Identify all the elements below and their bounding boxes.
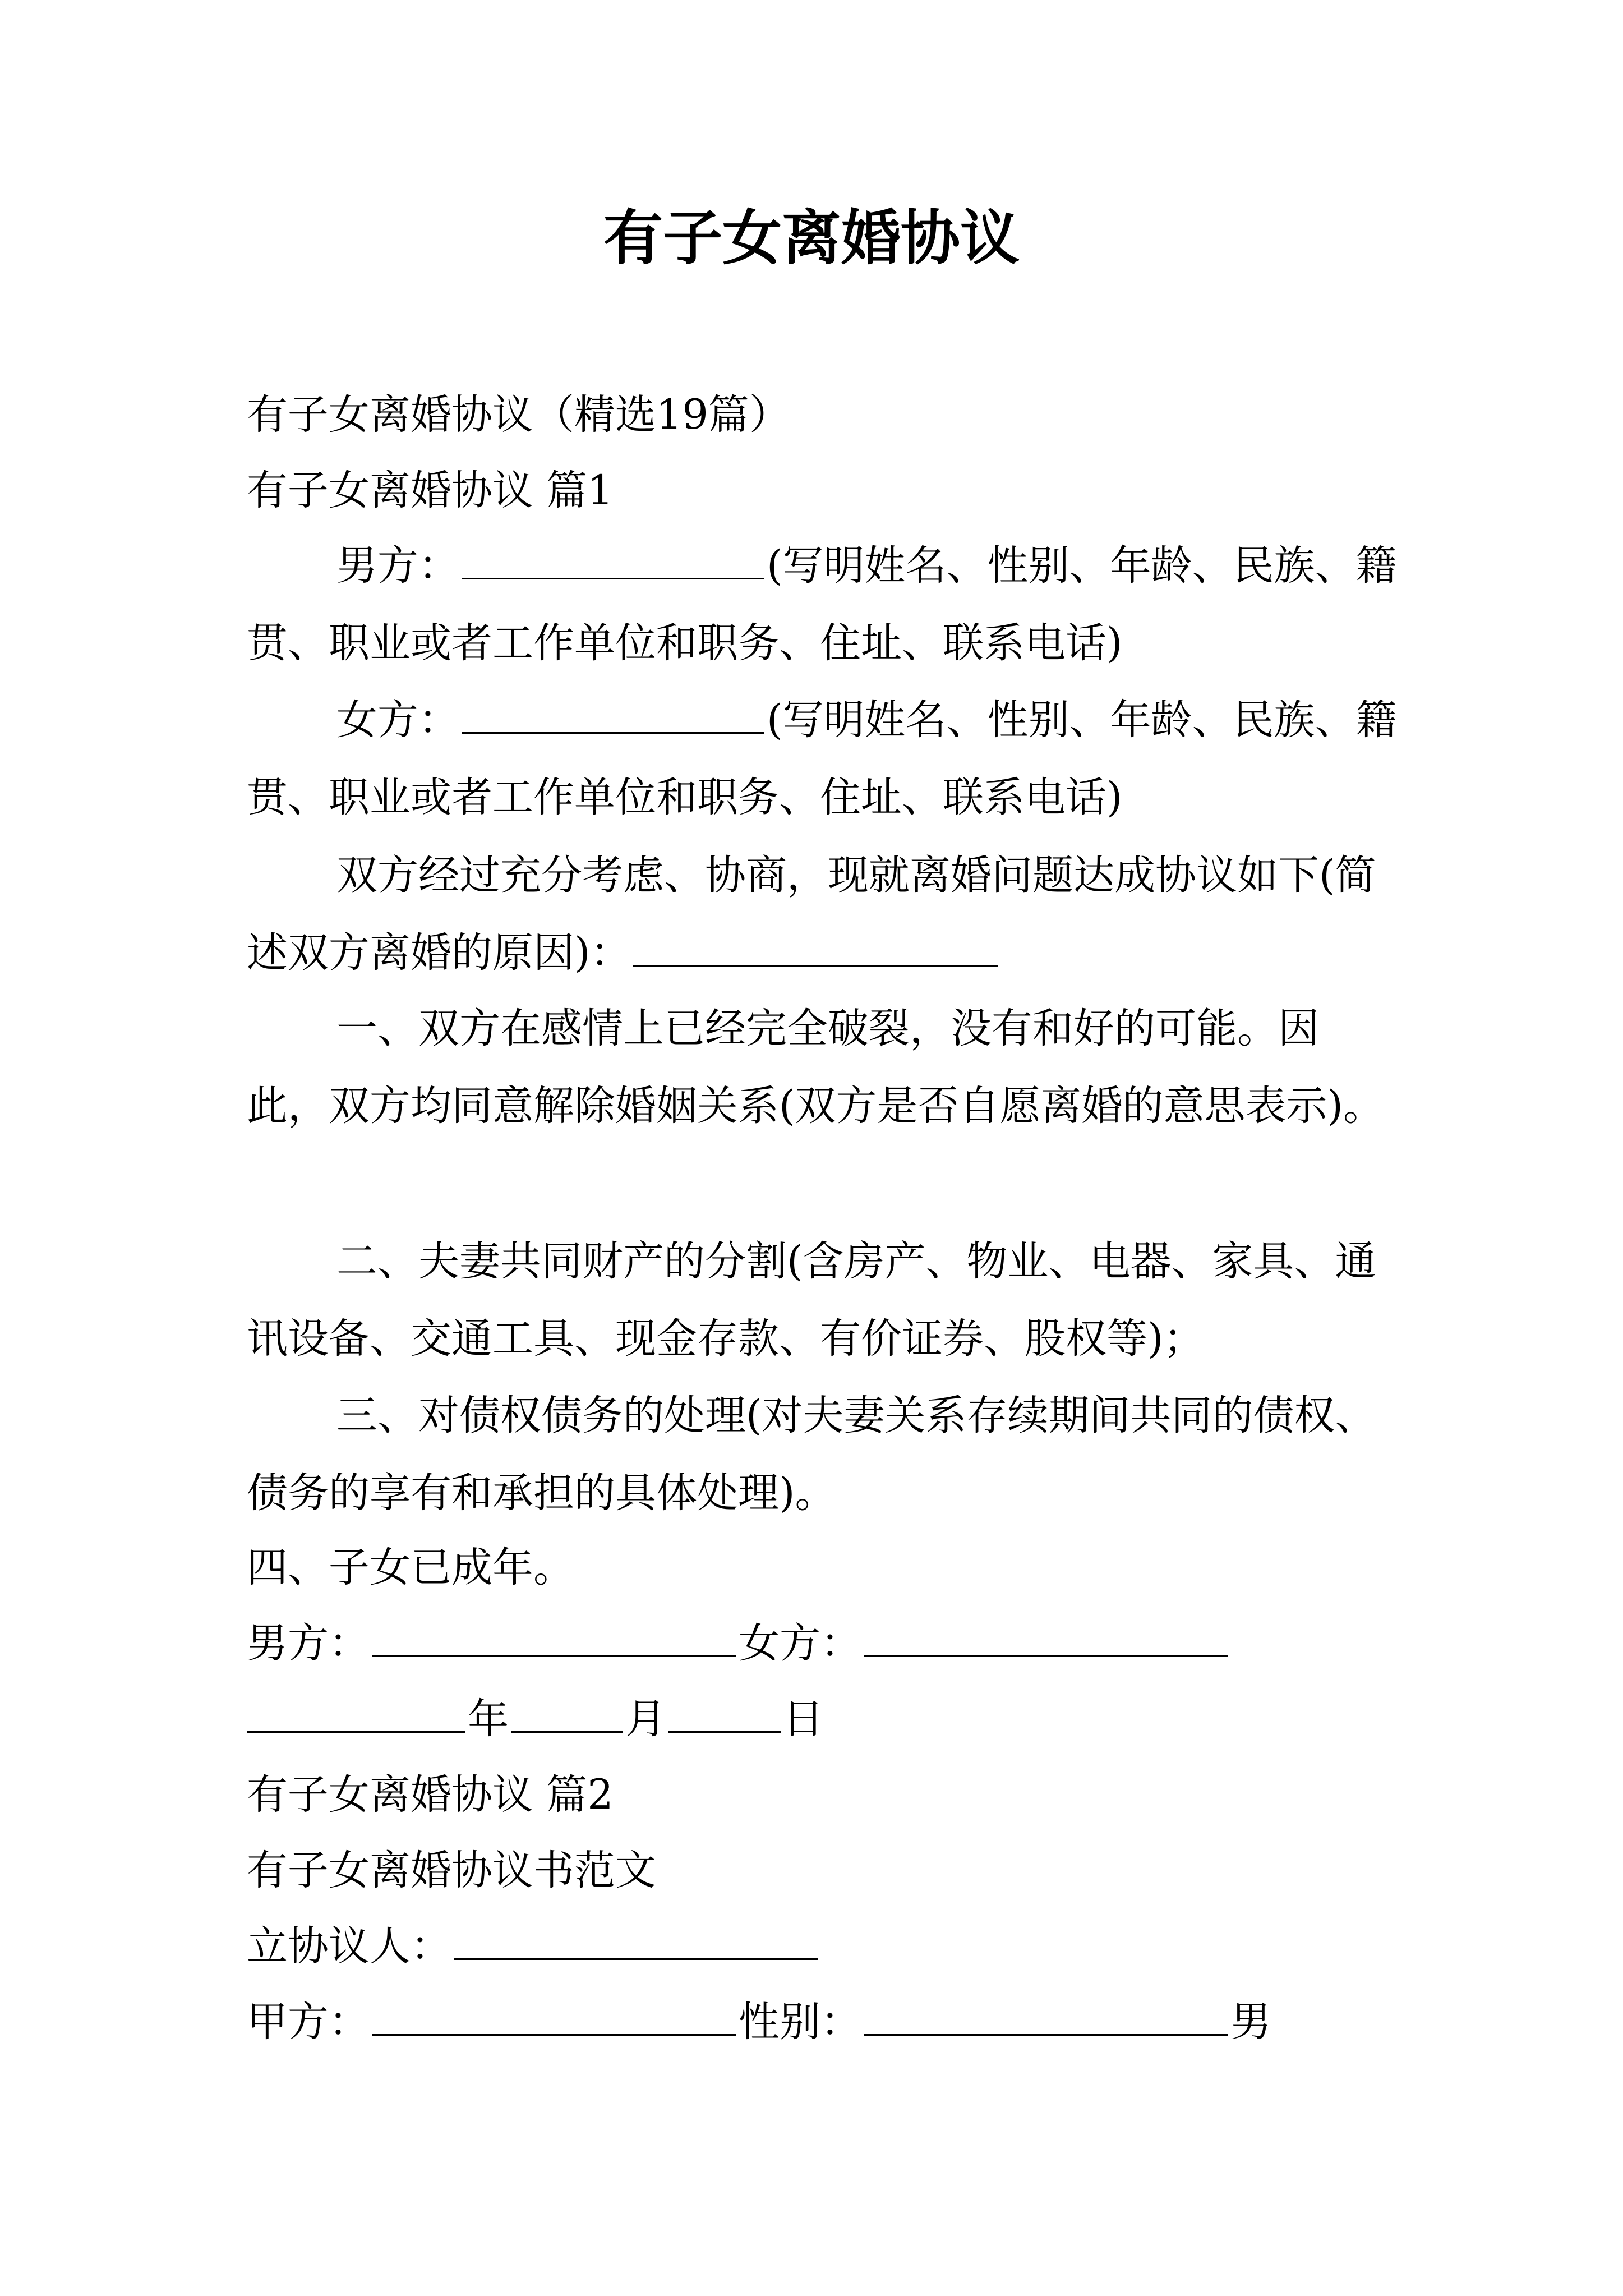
month-label: 月 — [625, 1695, 666, 1743]
sign-female-label: 女方： — [739, 1619, 861, 1667]
female-note: (写明姓名、性别、年龄、民族、籍贯、职业或者工作单位和职务、住址、联系电话) — [247, 696, 1397, 821]
party-a-label: 甲方： — [247, 1998, 370, 2046]
male-name-blank — [462, 539, 764, 579]
part2-heading: 有子女离婚协议 篇2 — [247, 1771, 614, 1819]
male-label: 男方： — [336, 542, 459, 590]
signature-line — [247, 1610, 1230, 1677]
item-2-paragraph: 二、夫妻共同财产的分割(含房产、物业、电器、家具、通讯设备、交通工具、现金存款、有价证券、股权等)； — [247, 1237, 1376, 1363]
female-party-paragraph — [247, 682, 1399, 836]
intro-paragraph — [247, 837, 1399, 992]
document-title: 有子女离婚协议 — [603, 204, 1020, 273]
year-label: 年 — [468, 1695, 509, 1743]
item-4-paragraph: 四、子女已成年。 — [247, 1544, 574, 1591]
sign-male-label: 男方： — [247, 1619, 370, 1667]
parties-line — [247, 1913, 820, 1980]
day-label: 日 — [783, 1695, 824, 1743]
male-party-paragraph — [247, 527, 1399, 682]
parties-label: 立协议人： — [247, 1922, 451, 1970]
year-blank — [247, 1692, 465, 1733]
item-3-paragraph: 三、对债权债务的处理(对夫妻关系存续期间共同的债权、债务的享有和承担的具体处理)。 — [247, 1392, 1376, 1517]
gender-value: 男 — [1230, 1998, 1271, 2046]
female-name-blank — [462, 693, 764, 734]
day-blank — [668, 1692, 781, 1733]
date-line — [247, 1686, 824, 1753]
gender-blank — [864, 1995, 1228, 2036]
sign-female-blank — [864, 1617, 1228, 1657]
intro-text: 双方经过充分考虑、协商，现就离婚问题达成协议如下(简述双方离婚的原因)： — [247, 852, 1376, 977]
part2-doc-title: 有子女离婚协议书范文 — [247, 1847, 656, 1894]
party-a-line — [247, 1989, 1271, 2056]
gender-label: 性别： — [739, 1998, 861, 2046]
female-label: 女方： — [336, 696, 459, 744]
month-blank — [511, 1692, 623, 1733]
sign-male-blank — [372, 1617, 736, 1657]
document-subtitle: 有子女离婚协议（精选19篇） — [247, 391, 790, 439]
parties-blank — [454, 1920, 818, 1960]
part1-heading: 有子女离婚协议 篇1 — [247, 467, 614, 514]
party-a-blank — [372, 1995, 736, 2036]
reason-blank — [633, 926, 998, 967]
male-note: (写明姓名、性别、年龄、民族、籍贯、职业或者工作单位和职务、住址、联系电话) — [247, 542, 1397, 667]
item-1-paragraph: 一、双方在感情上已经完全破裂，没有和好的可能。因此，双方均同意解除婚姻关系(双方是否自愿离婚的意思表示)。 — [247, 1005, 1384, 1130]
